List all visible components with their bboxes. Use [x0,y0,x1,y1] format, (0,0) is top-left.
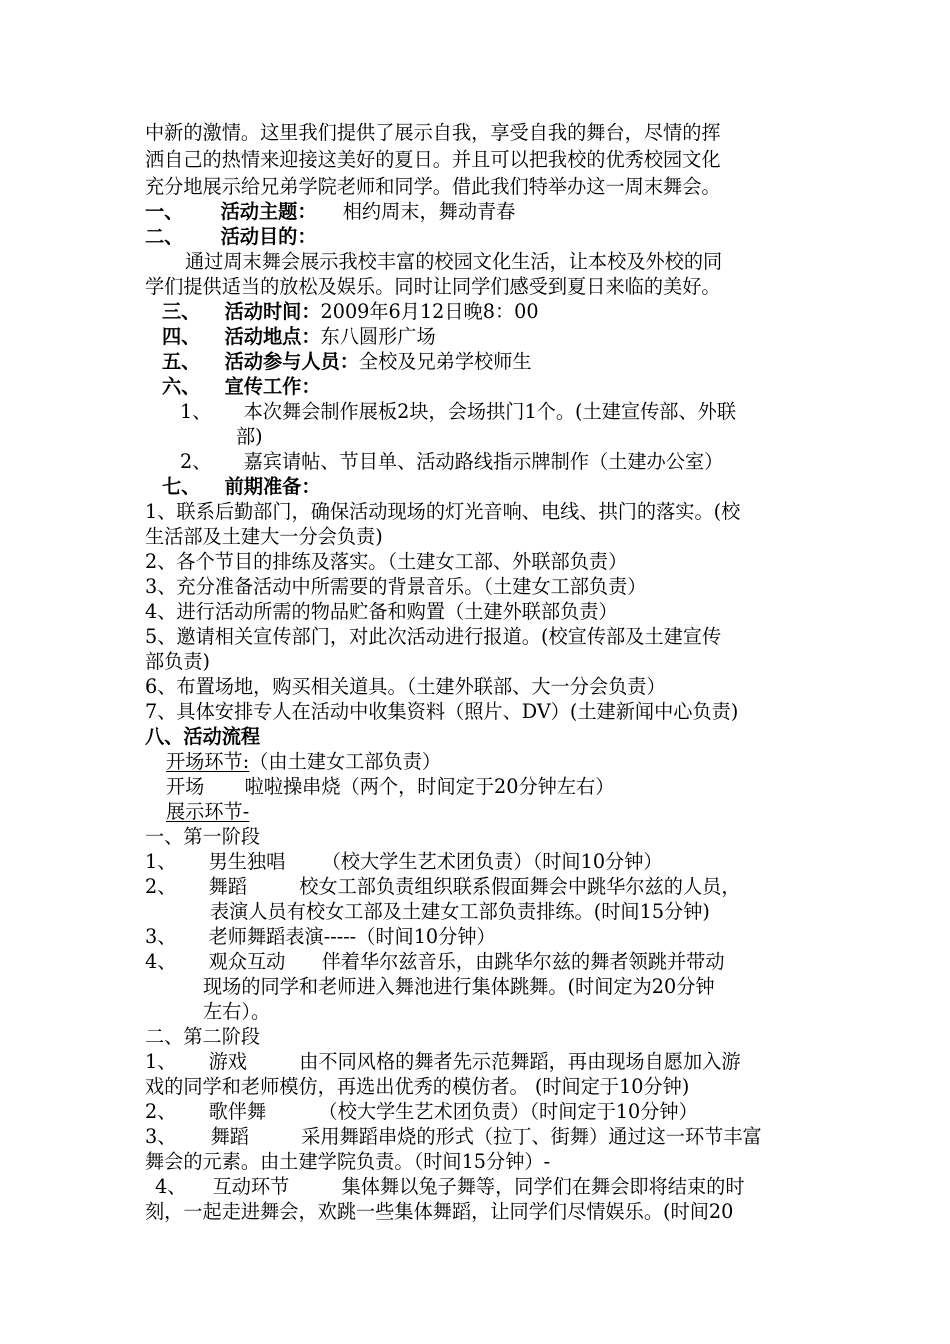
item-number: 2、 [145,875,177,898]
section-value: 相约周末，舞动青春 [342,200,516,223]
item-title: 舞蹈 [210,1125,249,1148]
section-number: 六、 [162,375,201,398]
item-desc: （校大学生艺术团负责）（时间定于10分钟） [318,1100,698,1123]
item-title: 男生独唱 [208,850,286,873]
item-desc: （校大学生艺术团负责）（时间10分钟） [321,850,663,873]
item-title: 游戏 [208,1050,247,1073]
purpose-line-2: 学们提供适当的放松及娱乐。同时让同学们感受到夏日来临的美好。 [145,275,721,298]
stage1-item-4-cont: 现场的同学和老师进入舞池进行集体跳舞。(时间定为20分钟 [203,975,715,998]
publicity-item-1 [180,399,736,424]
stage1-item-2 [145,874,741,899]
intro-line-3: 充分地展示给兄弟学院老师和同学。借此我们特举办这一周末舞会。 [145,175,721,198]
section-label: 活动主题： [220,200,317,223]
section-value: 东八圆形广场 [320,325,436,348]
item-title: 舞蹈 [208,875,247,898]
stage1-item-4 [145,949,725,974]
item-text: 本次舞会制作展板2块，会场拱门1个。(土建宣传部、外联 [243,400,737,423]
item-desc: 伴着华尔兹音乐，由跳华尔兹的舞者领跳并带动 [321,950,725,973]
section-number: 四、 [162,325,201,348]
opening-desc: 啦啦操串烧（两个，时间定于20分钟左右） [244,775,615,798]
section-number: 七、 [162,475,201,498]
stage1-item-4-cont2: 左右）。 [203,1000,271,1023]
section-value: 全校及兄弟学校师生 [358,350,532,373]
stage2-item-3-cont: 舞会的元素。由土建学院负责。（时间15分钟）- [145,1150,551,1173]
section-label: 活动地点： [224,325,321,348]
section-number: 五、 [162,350,201,373]
item-desc: 采用舞蹈串烧的形式（拉丁、街舞）通过这一环节丰富 [301,1125,762,1148]
stage2-item-4-cont: 刻，一起走进舞会，欢跳一些集体舞蹈，让同学们尽情娱乐。(时间20 [145,1200,734,1223]
stage2-item-1 [145,1049,741,1074]
section-purpose-heading [145,224,317,249]
stage-2-heading: 二、第二阶段 [145,1025,261,1048]
section-publicity [162,374,321,399]
prep-item-6: 6、布置场地，购买相关道具。（土建外联部、大一分会负责） [145,675,666,698]
stage1-item-2-cont: 表演人员有校女工部及土建女工部负责排练。(时间15分钟) [210,900,710,923]
prep-item-3: 3、充分准备活动中所需要的背景音乐。（土建女工部负责） [145,575,647,598]
stage2-item-2 [145,1099,698,1124]
item-desc: 由不同风格的舞者先示范舞蹈，再由现场自愿加入游 [299,1050,741,1073]
section-number: 一、 [145,200,184,223]
opening-note: （由土建女工部负责） [249,750,442,773]
stage-1-heading: 一、第一阶段 [145,825,261,848]
section-location [162,324,436,349]
section-number: 三、 [162,300,201,323]
item-number: 1、 [145,1050,177,1073]
prep-item-5-cont: 部负责) [145,650,211,673]
purpose-line-1: 通过周末舞会展示我校丰富的校园文化生活，让本校及外校的同 [185,250,723,273]
section-preparation [162,474,321,499]
prep-item-5: 5、邀请相关宣传部门，对此次活动进行报道。(校宣传部及土建宣传 [145,625,722,648]
item-number: 1、 [180,400,212,423]
section-number: 二、 [145,225,184,248]
item-desc: 集体舞以兔子舞等，同学们在舞会即将结束的时 [341,1175,745,1198]
item-title: 老师舞蹈表演-----（时间10分钟） [208,925,496,948]
stage1-item-3 [145,924,496,949]
item-title: 互动环节 [212,1175,290,1198]
stage1-item-1 [145,849,663,874]
item-number: 4、 [145,950,177,973]
opening-title: 开场环节: [166,750,250,773]
prep-item-1: 1、联系后勤部门，确保活动现场的灯光音响、电线、拱门的落实。(校 [145,500,741,523]
item-title: 观众互动 [208,950,286,973]
section-label: 活动时间： [224,300,321,323]
item-number: 2、 [145,1100,177,1123]
prep-item-1-cont: 生活部及土建大一分会负责) [145,525,383,548]
section-label: 活动目的： [220,225,317,248]
item-number: 1、 [145,850,177,873]
item-number: 3、 [145,925,177,948]
opening-segment [166,749,441,774]
publicity-item-1-cont: 部) [236,425,263,448]
stage2-item-4 [155,1174,745,1199]
stage2-item-1-cont: 戏的同学和老师模仿，再选出优秀的模仿者。 (时间定于10分钟) [145,1075,690,1098]
prep-item-2: 2、各个节目的排练及落实。（土建女工部、外联部负责） [145,550,628,573]
item-number: 2、 [180,450,212,473]
section-time [162,299,539,324]
section-theme [145,199,515,224]
show-title: 展示环节- [166,800,250,823]
opening-item [166,774,614,799]
item-text: 嘉宾请帖、节目单、活动路线指示牌制作（土建办公室） [243,450,724,473]
item-title: 歌伴舞 [208,1100,267,1123]
section-label: 宣传工作： [224,375,321,398]
publicity-item-2 [180,449,723,474]
section-flow-heading: 八、活动流程 [145,725,261,748]
section-value: 2009年6月12日晚8：00 [320,300,539,323]
opening-label: 开场 [166,775,205,798]
item-number: 4、 [155,1175,187,1198]
prep-item-7: 7、具体安排专人在活动中收集资料（照片、DV）(土建新闻中心负责) [145,700,739,723]
item-number: 3、 [145,1125,177,1148]
stage2-item-3 [145,1124,762,1149]
intro-line-2: 洒自己的热情来迎接这美好的夏日。并且可以把我校的优秀校园文化 [145,148,721,171]
section-label: 前期准备： [224,475,321,498]
prep-item-4: 4、进行活动所需的物品贮备和购置（土建外联部负责） [145,600,618,623]
item-desc: 校女工部负责组织联系假面舞会中跳华尔兹的人员， [299,875,741,898]
section-label: 活动参与人员： [224,350,359,373]
section-participants [162,349,532,374]
intro-line-1: 中新的激情。这里我们提供了展示自我，享受自我的舞台，尽情的挥 [145,121,721,144]
